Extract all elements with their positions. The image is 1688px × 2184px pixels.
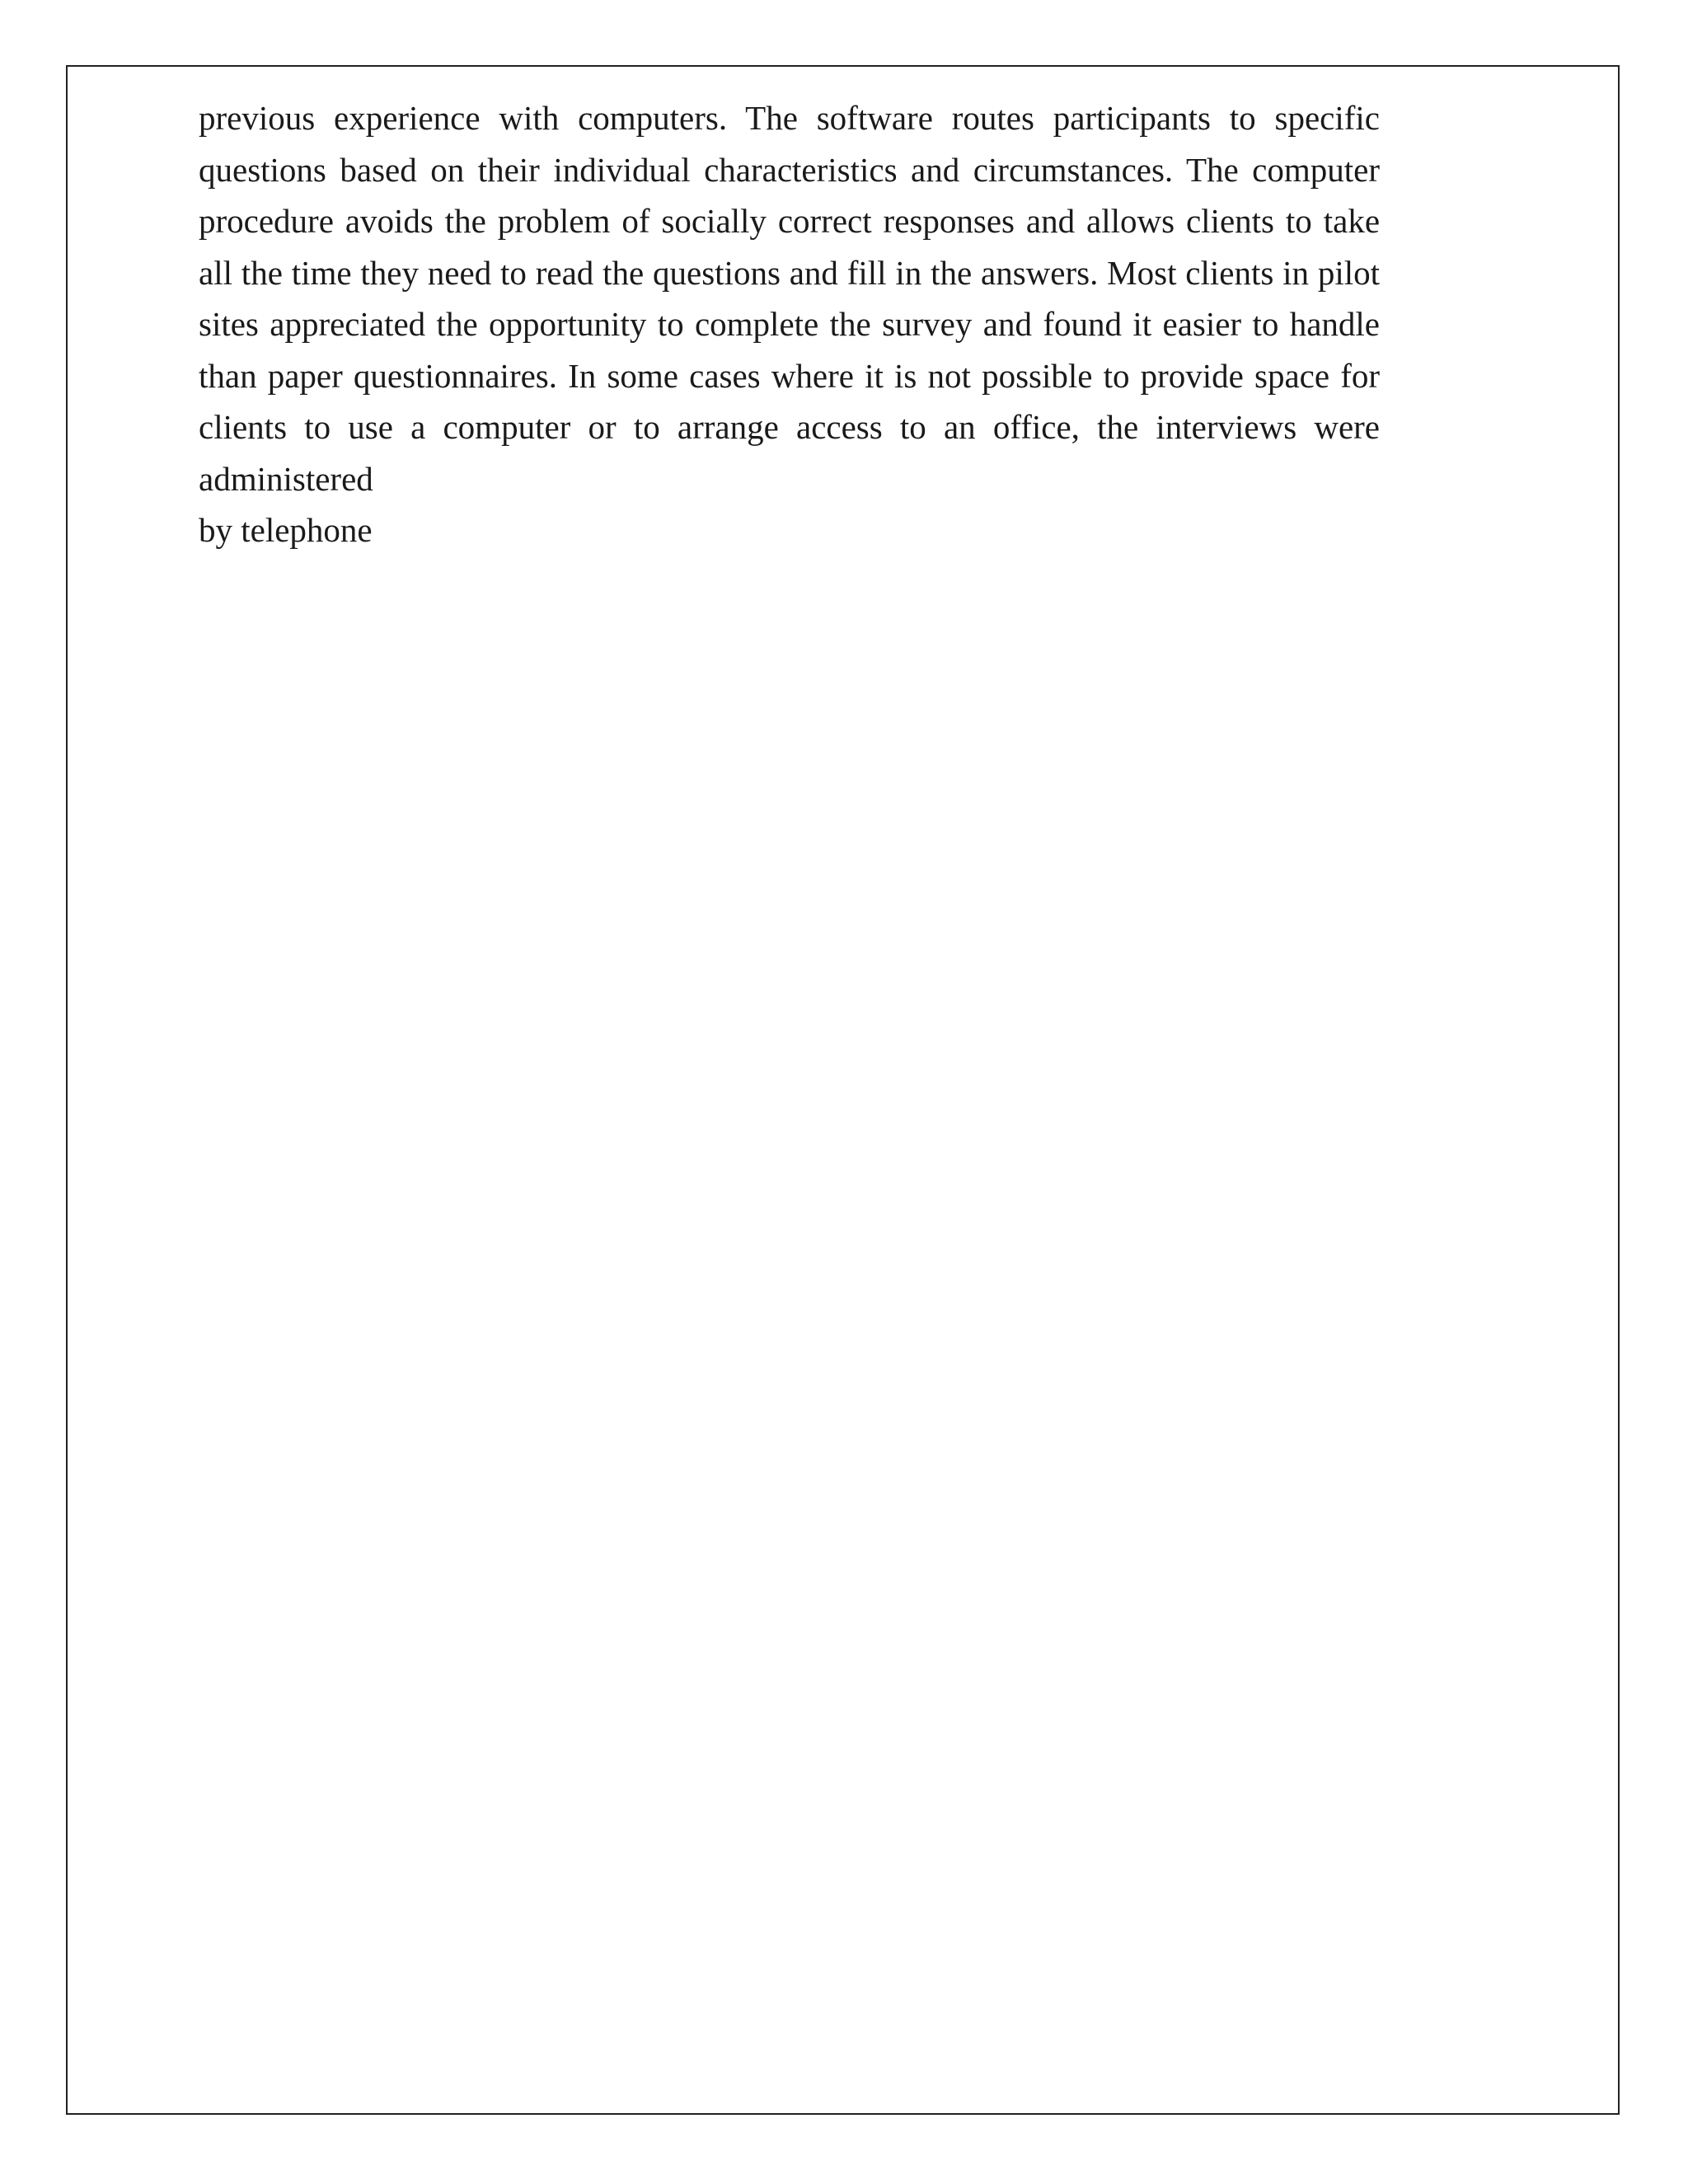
body-text bbox=[199, 92, 1380, 556]
text-line: answers. Most clients in pilot sites appreciated the opportunity to complete the bbox=[199, 253, 1381, 343]
text-line: survey and found it easier to handle than paper questionnaires. In some cases bbox=[199, 305, 1381, 395]
text-line: specific questions based on their individual characteristics and circumstances. bbox=[199, 99, 1380, 189]
text-line: where it is not possible to provide space for clients to use a computer or to bbox=[199, 356, 1381, 446]
text-line: allows clients to take all the time they need to read the questions and fill in the bbox=[199, 202, 1381, 292]
text-line: The computer procedure avoids the problem of socially correct responses and bbox=[199, 150, 1380, 240]
paragraph bbox=[199, 92, 1380, 504]
text-line: previous experience with computers. The software routes participants to bbox=[199, 99, 1256, 137]
text-line: arrange access to an office, the interviews were administered bbox=[199, 408, 1381, 498]
trailing-line: by telephone bbox=[199, 511, 373, 549]
